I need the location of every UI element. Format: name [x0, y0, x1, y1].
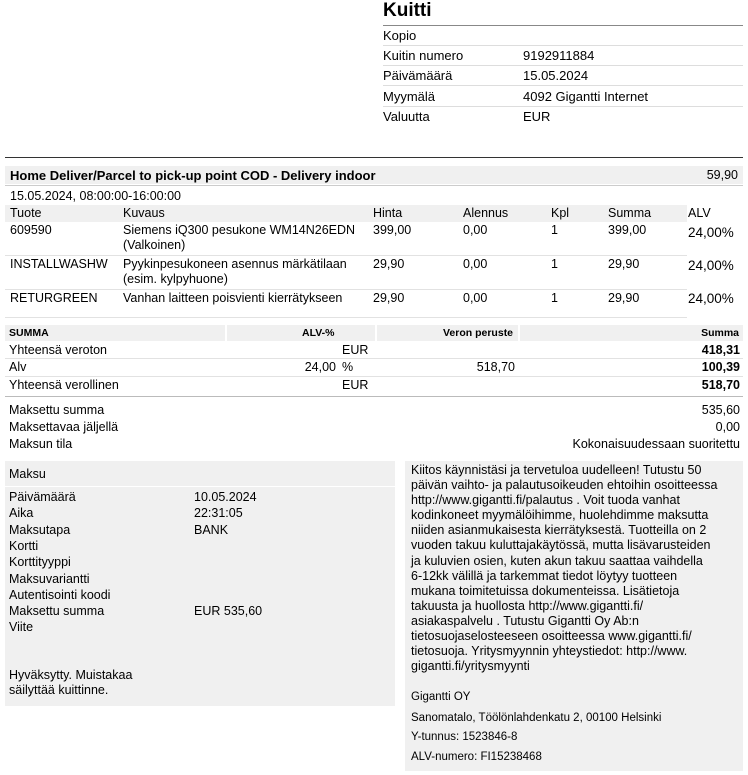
delivery-price: 59,90: [706, 168, 738, 182]
summary-label: Yhteensä veroton: [9, 343, 107, 357]
company-address: Sanomatalo, Töölönlahdenkatu 2, 00100 Helsinki: [411, 712, 662, 724]
item-discount: 0,00: [463, 257, 488, 271]
col-product: Tuote: [10, 206, 42, 220]
col-description: Kuvaus: [123, 206, 165, 220]
item-description: Pyykinpesukoneen asennus märkätilaan: [123, 257, 347, 271]
section-divider: [5, 157, 743, 158]
payment-label: Päivämäärä: [9, 490, 76, 504]
store-name: 4092 Gigantti Internet: [523, 89, 649, 104]
field-label: Päivämäärä: [383, 68, 453, 83]
info-line: päivän vaihto- ja palautusoikeuden ehtoihin osoitteessa: [411, 478, 718, 493]
column-separator: [375, 325, 377, 341]
item-product: INSTALLWASHW: [10, 257, 108, 271]
copy-row: [383, 25, 743, 45]
payment-date: 10.05.2024: [194, 490, 257, 504]
info-line: mukana toimitetuissa dokumenteissa. Lisätietoja: [411, 583, 680, 598]
summary-unit: EUR: [342, 343, 369, 357]
col-discount: Alennus: [463, 206, 509, 220]
field-label: Kuitin numero: [383, 48, 464, 63]
col-qty: Kpl: [551, 206, 570, 220]
copy-label: Kopio: [383, 28, 417, 43]
delivery-divider: [5, 185, 743, 186]
section-divider: [5, 396, 743, 397]
summary-unit: %: [342, 360, 354, 374]
item-qty: 1: [551, 223, 558, 237]
items-header: [5, 205, 687, 222]
receipt-date: 15.05.2024: [523, 68, 589, 83]
company-ytunnus: Y-tunnus: 1523846-8: [411, 731, 518, 743]
summary-sum: 418,31: [701, 343, 740, 357]
summary-col-sum: Summa: [701, 327, 739, 339]
row-divider: [5, 289, 687, 290]
row-divider: [5, 376, 743, 377]
payment-label: Viite: [9, 620, 34, 634]
receipt-number-row: [383, 45, 743, 65]
receipt-title: Kuitti: [383, 0, 432, 21]
payment-label: Kortti: [9, 539, 39, 553]
payment-amount: EUR 535,60: [194, 604, 263, 618]
summary-rate: 24,00: [304, 360, 336, 374]
company-name: Gigantti OY: [411, 691, 471, 703]
item-vat: 24,00%: [688, 225, 734, 240]
delivery-time: 15.05.2024, 08:00:00-16:00:00: [10, 189, 181, 203]
item-description: Vanhan laitteen poisvienti kierrätykseen: [123, 291, 343, 305]
item-sum: 399,00: [608, 223, 647, 237]
item-price: 29,90: [373, 257, 405, 271]
payment-method: BANK: [194, 523, 229, 537]
info-line: http://www.gigantti.fi/palautus . Voit tuoda vanhat: [411, 493, 680, 508]
payment-label: Maksettu summa: [9, 604, 105, 618]
field-label: Valuutta: [383, 109, 430, 124]
item-qty: 1: [551, 291, 558, 305]
item-discount: 0,00: [463, 223, 488, 237]
currency: EUR: [523, 109, 551, 124]
summary-sum: 518,70: [701, 378, 740, 392]
receipt-number: 9192911884: [523, 48, 595, 63]
info-line: takuusta ja huollosta http://www.gigantti.fi/: [411, 598, 644, 613]
col-vat: ALV: [688, 206, 711, 220]
info-line: 6-12kk välillä ja tarkemmat tiedot löytyy tuotteen: [411, 568, 678, 583]
row-divider: [5, 255, 687, 256]
payment-label: Korttityyppi: [9, 555, 71, 569]
summary-col-alv: ALV-%: [302, 327, 335, 339]
info-line: kodinkoneet myymälöihimme, huolehdimme maksutta: [411, 508, 709, 523]
item-price: 29,90: [373, 291, 405, 305]
info-line: niiden asianmukaisesta kierrätyksestä. Tuotteilla on 2: [411, 523, 707, 538]
summary-label: Alv: [9, 360, 27, 374]
item-sum: 29,90: [608, 291, 640, 305]
remaining-label: Maksettavaa jäljellä: [9, 420, 119, 434]
info-line: Kiitos käynnistäsi ja tervetuloa uudelleen! Tutustu 50: [411, 463, 702, 477]
item-qty: 1: [551, 257, 558, 271]
summary-header: [5, 325, 743, 341]
payment-label: Maksuvariantti: [9, 572, 90, 586]
payment-label: Maksutapa: [9, 523, 71, 537]
currency-row: [383, 106, 743, 126]
item-description-2: (esim. kylpyhuone): [123, 272, 228, 286]
payment-status-label: Maksun tila: [9, 437, 73, 451]
item-price: 399,00: [373, 223, 412, 237]
info-line: vuoden takuu kuluttajakäytössä, mutta lisävarusteiden: [411, 538, 711, 553]
item-product: 609590: [10, 223, 52, 237]
payment-label: Autentisointi koodi: [9, 588, 111, 602]
payment-heading: Maksu: [9, 467, 46, 481]
summary-col-base: Veron peruste: [443, 327, 514, 339]
summary-label: Yhteensä verollinen: [9, 378, 119, 392]
payment-status-value: Kokonaisuudessaan suoritettu: [572, 437, 740, 451]
paid-sum-value: 535,60: [701, 403, 740, 417]
summary-base: 518,70: [476, 360, 515, 374]
summary-col-summa: SUMMA: [9, 327, 49, 339]
item-description: Siemens iQ300 pesukone WM14N26EDN: [123, 223, 356, 237]
row-divider: [5, 358, 743, 359]
item-description-2: (Valkoinen): [123, 238, 186, 252]
approved-note-2: säilyttää kuittinne.: [9, 683, 109, 697]
info-line: tietosuojaselosteeseen osoitteessa www.gigantti.fi/: [411, 629, 692, 644]
row-divider: [5, 317, 687, 318]
delivery-row: [5, 166, 743, 184]
info-text: [411, 463, 741, 674]
item-discount: 0,00: [463, 291, 488, 305]
payment-time: 22:31:05: [194, 506, 243, 520]
approved-note: Hyväksytty. Muistakaa: [9, 668, 133, 682]
info-line: ja kuluvien osien, kuten akun takuu saattaa vaihdella: [411, 553, 703, 568]
date-row: [383, 65, 743, 85]
paid-sum-label: Maksettu summa: [9, 403, 105, 417]
summary-sum: 100,39: [701, 360, 740, 374]
remaining-value: 0,00: [715, 420, 740, 434]
item-vat: 24,00%: [688, 258, 734, 273]
summary-unit: EUR: [342, 378, 369, 392]
info-line: gigantti.fi/yritysmyynti: [411, 659, 530, 674]
field-label: Myymälä: [383, 89, 436, 104]
item-sum: 29,90: [608, 257, 640, 271]
column-separator: [518, 325, 520, 341]
store-row: [383, 86, 743, 106]
item-vat: 24,00%: [688, 291, 734, 306]
col-price: Hinta: [373, 206, 403, 220]
delivery-title: Home Deliver/Parcel to pick-up point COD - Delivery indoor: [10, 168, 376, 183]
column-separator: [225, 325, 227, 341]
info-line: tietosuoja. Yritysmyynnin yhteystiedot: http://www.: [411, 644, 688, 659]
item-product: RETURGREEN: [10, 291, 98, 305]
info-line: asiakaspalvelu . Tutustu Gigantti Oy Ab:n: [411, 613, 639, 628]
col-sum: Summa: [608, 206, 652, 220]
company-alv-number: ALV-numero: FI15238468: [411, 751, 542, 763]
payment-header-divider: [5, 486, 395, 487]
payment-label: Aika: [9, 506, 34, 520]
